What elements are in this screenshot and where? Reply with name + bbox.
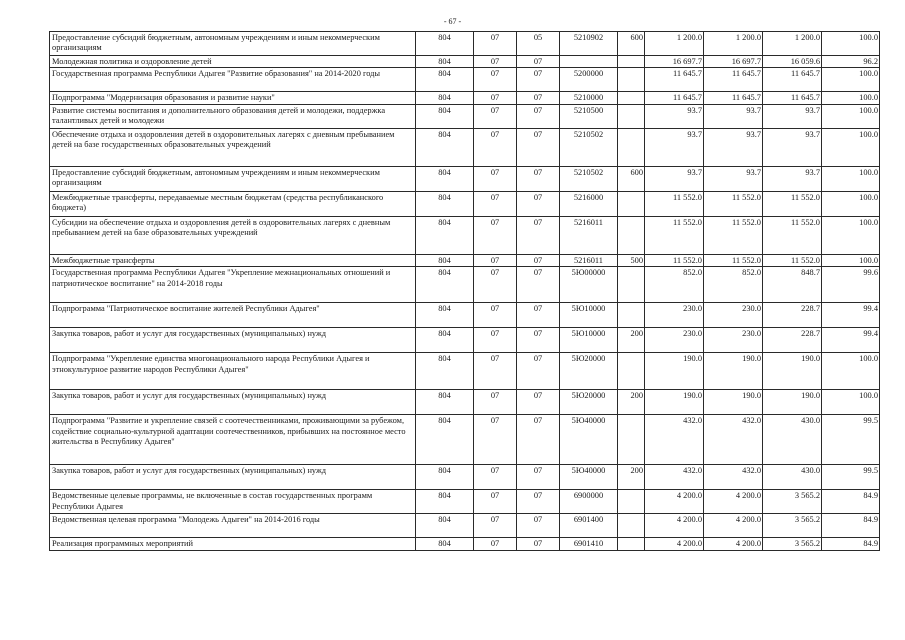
cell-ministry-code: 804 — [416, 390, 474, 415]
table-row — [50, 56, 880, 68]
table-row — [50, 465, 880, 490]
cell-executed-amount: 93.7 — [763, 166, 822, 191]
cell-executed-amount: 848.7 — [763, 267, 822, 303]
cell-section-code: 07 — [474, 353, 517, 390]
cell-adjusted-amount: 1 200.0 — [704, 32, 763, 56]
cell-approved-amount: 230.0 — [645, 303, 704, 328]
cell-approved-amount: 432.0 — [645, 415, 704, 465]
cell-subsection-code: 07 — [517, 92, 560, 104]
cell-target-article: 6901410 — [560, 538, 618, 550]
cell-section-code: 07 — [474, 32, 517, 56]
cell-execution-percent: 84.9 — [822, 538, 880, 550]
cell-expense-type: 500 — [618, 254, 645, 266]
cell-section-code: 07 — [474, 104, 517, 128]
cell-execution-percent: 99.5 — [822, 465, 880, 490]
cell-adjusted-amount: 11 552.0 — [704, 191, 763, 216]
page-number: - 67 - — [443, 17, 462, 26]
cell-target-article: 5210902 — [560, 32, 618, 56]
cell-target-article: 5210000 — [560, 92, 618, 104]
cell-ministry-code: 804 — [416, 538, 474, 550]
cell-ministry-code: 804 — [416, 32, 474, 56]
cell-execution-percent: 99.6 — [822, 267, 880, 303]
cell-executed-amount: 11 552.0 — [763, 254, 822, 266]
cell-ministry-code: 804 — [416, 56, 474, 68]
cell-section-code: 07 — [474, 390, 517, 415]
table-row — [50, 267, 880, 303]
cell-adjusted-amount: 230.0 — [704, 303, 763, 328]
cell-expense-type — [618, 490, 645, 514]
cell-target-article: 5216000 — [560, 191, 618, 216]
cell-name: Закупка товаров, работ и услуг для государственных (муниципальных) нужд — [50, 390, 416, 415]
cell-approved-amount: 11 552.0 — [645, 216, 704, 254]
cell-name: Подпрограмма "Развитие и укрепление связей с соотечественниками, проживающими за рубежом, содействие социально-культурной адаптации соотечественников, прибывших на постоянное место жительства в Республику Адыгея" — [50, 415, 416, 465]
cell-ministry-code: 804 — [416, 415, 474, 465]
cell-adjusted-amount: 16 697.7 — [704, 56, 763, 68]
table-row — [50, 390, 880, 415]
cell-execution-percent: 99.4 — [822, 328, 880, 353]
cell-name: Закупка товаров, работ и услуг для государственных (муниципальных) нужд — [50, 465, 416, 490]
cell-approved-amount: 93.7 — [645, 104, 704, 128]
cell-section-code: 07 — [474, 490, 517, 514]
cell-name: Подпрограмма "Укрепление единства многонационального народа Республики Адыгея и этнокультурное развитие народов Республики Адыгея" — [50, 353, 416, 390]
cell-execution-percent: 99.5 — [822, 415, 880, 465]
cell-expense-type: 200 — [618, 328, 645, 353]
cell-execution-percent: 100.0 — [822, 216, 880, 254]
cell-section-code: 07 — [474, 415, 517, 465]
cell-target-article: 5216011 — [560, 254, 618, 266]
cell-approved-amount: 4 200.0 — [645, 538, 704, 550]
cell-approved-amount: 11 645.7 — [645, 68, 704, 92]
cell-execution-percent: 84.9 — [822, 514, 880, 538]
cell-approved-amount: 4 200.0 — [645, 514, 704, 538]
cell-executed-amount: 430.0 — [763, 465, 822, 490]
cell-section-code: 07 — [474, 56, 517, 68]
cell-subsection-code: 05 — [517, 32, 560, 56]
cell-subsection-code: 07 — [517, 538, 560, 550]
cell-approved-amount: 11 552.0 — [645, 191, 704, 216]
cell-target-article: 5Ю40000 — [560, 465, 618, 490]
cell-expense-type: 600 — [618, 166, 645, 191]
cell-expense-type: 200 — [618, 390, 645, 415]
cell-adjusted-amount: 4 200.0 — [704, 514, 763, 538]
cell-ministry-code: 804 — [416, 465, 474, 490]
cell-adjusted-amount: 11 645.7 — [704, 68, 763, 92]
cell-adjusted-amount: 230.0 — [704, 328, 763, 353]
table-row — [50, 104, 880, 128]
table-row — [50, 538, 880, 550]
cell-approved-amount: 93.7 — [645, 166, 704, 191]
cell-expense-type — [618, 353, 645, 390]
cell-executed-amount: 3 565.2 — [763, 490, 822, 514]
cell-expense-type — [618, 56, 645, 68]
cell-target-article: 5Ю20000 — [560, 390, 618, 415]
cell-ministry-code: 804 — [416, 128, 474, 166]
cell-subsection-code: 07 — [517, 353, 560, 390]
cell-approved-amount: 4 200.0 — [645, 490, 704, 514]
cell-approved-amount: 190.0 — [645, 353, 704, 390]
cell-adjusted-amount: 93.7 — [704, 166, 763, 191]
cell-name: Обеспечение отдыха и оздоровления детей в оздоровительных лагерях с дневным пребыванием детей на базе государственных образовательных учреждений — [50, 128, 416, 166]
cell-section-code: 07 — [474, 68, 517, 92]
cell-executed-amount: 430.0 — [763, 415, 822, 465]
table-row — [50, 415, 880, 465]
cell-ministry-code: 804 — [416, 216, 474, 254]
cell-adjusted-amount: 432.0 — [704, 465, 763, 490]
cell-name: Закупка товаров, работ и услуг для государственных (муниципальных) нужд — [50, 328, 416, 353]
cell-name: Ведомственная целевая программа "Молодежь Адыгеи" на 2014-2016 годы — [50, 514, 416, 538]
cell-target-article: 6900000 — [560, 490, 618, 514]
cell-subsection-code: 07 — [517, 514, 560, 538]
cell-subsection-code: 07 — [517, 128, 560, 166]
cell-subsection-code: 07 — [517, 415, 560, 465]
cell-name: Реализация программных мероприятий — [50, 538, 416, 550]
table-row — [50, 353, 880, 390]
cell-executed-amount: 190.0 — [763, 390, 822, 415]
cell-approved-amount: 852.0 — [645, 267, 704, 303]
table-row — [50, 254, 880, 266]
cell-target-article: 6901400 — [560, 514, 618, 538]
cell-expense-type — [618, 128, 645, 166]
cell-subsection-code: 07 — [517, 104, 560, 128]
cell-expense-type — [618, 104, 645, 128]
cell-execution-percent: 100.0 — [822, 353, 880, 390]
cell-approved-amount: 11 645.7 — [645, 92, 704, 104]
cell-section-code: 07 — [474, 166, 517, 191]
cell-execution-percent: 100.0 — [822, 128, 880, 166]
cell-adjusted-amount: 432.0 — [704, 415, 763, 465]
cell-subsection-code: 07 — [517, 303, 560, 328]
cell-section-code: 07 — [474, 267, 517, 303]
cell-ministry-code: 804 — [416, 303, 474, 328]
cell-subsection-code: 07 — [517, 254, 560, 266]
cell-name: Молодежная политика и оздоровление детей — [50, 56, 416, 68]
cell-section-code: 07 — [474, 514, 517, 538]
cell-ministry-code: 804 — [416, 68, 474, 92]
cell-approved-amount: 190.0 — [645, 390, 704, 415]
cell-section-code: 07 — [474, 303, 517, 328]
cell-name: Государственная программа Республики Адыгея "Развитие образования" на 2014-2020 годы — [50, 68, 416, 92]
cell-executed-amount: 228.7 — [763, 303, 822, 328]
cell-executed-amount: 11 645.7 — [763, 92, 822, 104]
cell-section-code: 07 — [474, 128, 517, 166]
cell-subsection-code: 07 — [517, 267, 560, 303]
cell-adjusted-amount: 93.7 — [704, 128, 763, 166]
cell-execution-percent: 99.4 — [822, 303, 880, 328]
cell-target-article: 5Ю00000 — [560, 267, 618, 303]
cell-ministry-code: 804 — [416, 514, 474, 538]
cell-approved-amount: 432.0 — [645, 465, 704, 490]
cell-subsection-code: 07 — [517, 68, 560, 92]
cell-expense-type — [618, 92, 645, 104]
cell-subsection-code: 07 — [517, 465, 560, 490]
cell-target-article: 5210502 — [560, 128, 618, 166]
table-row — [50, 191, 880, 216]
cell-execution-percent: 100.0 — [822, 68, 880, 92]
cell-ministry-code: 804 — [416, 254, 474, 266]
cell-subsection-code: 07 — [517, 216, 560, 254]
cell-expense-type — [618, 415, 645, 465]
cell-target-article: 5200000 — [560, 68, 618, 92]
cell-approved-amount: 11 552.0 — [645, 254, 704, 266]
budget-table — [49, 31, 880, 551]
cell-expense-type: 600 — [618, 32, 645, 56]
cell-ministry-code: 804 — [416, 353, 474, 390]
cell-approved-amount: 230.0 — [645, 328, 704, 353]
cell-ministry-code: 804 — [416, 267, 474, 303]
cell-section-code: 07 — [474, 328, 517, 353]
cell-section-code: 07 — [474, 538, 517, 550]
cell-name: Межбюджетные трансферты, передаваемые местным бюджетам (средства республиканского бюджета) — [50, 191, 416, 216]
cell-executed-amount: 3 565.2 — [763, 538, 822, 550]
cell-execution-percent: 100.0 — [822, 104, 880, 128]
cell-section-code: 07 — [474, 92, 517, 104]
cell-subsection-code: 07 — [517, 490, 560, 514]
cell-execution-percent: 100.0 — [822, 92, 880, 104]
cell-executed-amount: 1 200.0 — [763, 32, 822, 56]
cell-ministry-code: 804 — [416, 92, 474, 104]
cell-expense-type: 200 — [618, 465, 645, 490]
cell-approved-amount: 16 697.7 — [645, 56, 704, 68]
cell-name: Межбюджетные трансферты — [50, 254, 416, 266]
table-row — [50, 32, 880, 56]
cell-section-code: 07 — [474, 191, 517, 216]
cell-name: Субсидии на обеспечение отдыха и оздоровления детей в оздоровительных лагерях с дневным пребыванием детей на базе образовательных учреждений — [50, 216, 416, 254]
cell-expense-type — [618, 191, 645, 216]
cell-execution-percent: 100.0 — [822, 254, 880, 266]
table-row — [50, 166, 880, 191]
cell-expense-type — [618, 538, 645, 550]
cell-executed-amount: 190.0 — [763, 353, 822, 390]
cell-name: Развитие системы воспитания и дополнительного образования детей и молодежи, поддержка талантливых детей и молодежи — [50, 104, 416, 128]
cell-execution-percent: 100.0 — [822, 191, 880, 216]
cell-expense-type — [618, 68, 645, 92]
cell-execution-percent: 84.9 — [822, 490, 880, 514]
cell-target-article: 5Ю20000 — [560, 353, 618, 390]
cell-target-article: 5Ю40000 — [560, 415, 618, 465]
cell-name: Ведомственные целевые программы, не включенные в состав государственных программ Республики Адыгея — [50, 490, 416, 514]
table-row — [50, 328, 880, 353]
cell-name: Предоставление субсидий бюджетным, автономным учреждениям и иным некоммерческим организациям — [50, 32, 416, 56]
table-row — [50, 68, 880, 92]
cell-adjusted-amount: 93.7 — [704, 104, 763, 128]
cell-section-code: 07 — [474, 216, 517, 254]
table-row — [50, 514, 880, 538]
cell-execution-percent: 100.0 — [822, 166, 880, 191]
cell-adjusted-amount: 190.0 — [704, 390, 763, 415]
table-row — [50, 303, 880, 328]
cell-subsection-code: 07 — [517, 56, 560, 68]
cell-adjusted-amount: 11 645.7 — [704, 92, 763, 104]
cell-target-article: 5Ю10000 — [560, 303, 618, 328]
cell-executed-amount: 3 565.2 — [763, 514, 822, 538]
table-row — [50, 128, 880, 166]
table-row — [50, 92, 880, 104]
cell-executed-amount: 93.7 — [763, 128, 822, 166]
cell-execution-percent: 100.0 — [822, 32, 880, 56]
cell-expense-type — [618, 303, 645, 328]
cell-subsection-code: 07 — [517, 191, 560, 216]
cell-ministry-code: 804 — [416, 166, 474, 191]
cell-approved-amount: 93.7 — [645, 128, 704, 166]
table-row — [50, 216, 880, 254]
cell-target-article — [560, 56, 618, 68]
cell-target-article: 5216011 — [560, 216, 618, 254]
cell-approved-amount: 1 200.0 — [645, 32, 704, 56]
cell-subsection-code: 07 — [517, 328, 560, 353]
cell-adjusted-amount: 190.0 — [704, 353, 763, 390]
cell-name: Подпрограмма "Патриотическое воспитание жителей Республики Адыгея" — [50, 303, 416, 328]
table-row — [50, 490, 880, 514]
cell-expense-type — [618, 216, 645, 254]
cell-ministry-code: 804 — [416, 490, 474, 514]
cell-executed-amount: 93.7 — [763, 104, 822, 128]
cell-execution-percent: 100.0 — [822, 390, 880, 415]
cell-name: Государственная программа Республики Адыгея "Укрепление межнациональных отношений и патриотическое воспитание" на 2014-2018 годы — [50, 267, 416, 303]
cell-target-article: 5210500 — [560, 104, 618, 128]
cell-executed-amount: 11 552.0 — [763, 191, 822, 216]
cell-ministry-code: 804 — [416, 191, 474, 216]
cell-target-article: 5210502 — [560, 166, 618, 191]
cell-expense-type — [618, 514, 645, 538]
cell-executed-amount: 16 059.6 — [763, 56, 822, 68]
cell-name: Подпрограмма "Модернизация образования и развитие науки" — [50, 92, 416, 104]
cell-target-article: 5Ю10000 — [560, 328, 618, 353]
cell-section-code: 07 — [474, 254, 517, 266]
cell-adjusted-amount: 11 552.0 — [704, 254, 763, 266]
cell-name: Предоставление субсидий бюджетным, автономным учреждениям и иным некоммерческим организациям — [50, 166, 416, 191]
cell-subsection-code: 07 — [517, 166, 560, 191]
cell-adjusted-amount: 4 200.0 — [704, 490, 763, 514]
cell-execution-percent: 96.2 — [822, 56, 880, 68]
cell-subsection-code: 07 — [517, 390, 560, 415]
cell-expense-type — [618, 267, 645, 303]
cell-adjusted-amount: 4 200.0 — [704, 538, 763, 550]
cell-adjusted-amount: 852.0 — [704, 267, 763, 303]
cell-executed-amount: 228.7 — [763, 328, 822, 353]
cell-ministry-code: 804 — [416, 104, 474, 128]
cell-ministry-code: 804 — [416, 328, 474, 353]
cell-executed-amount: 11 552.0 — [763, 216, 822, 254]
cell-adjusted-amount: 11 552.0 — [704, 216, 763, 254]
budget-table-body — [50, 32, 880, 551]
cell-executed-amount: 11 645.7 — [763, 68, 822, 92]
cell-section-code: 07 — [474, 465, 517, 490]
